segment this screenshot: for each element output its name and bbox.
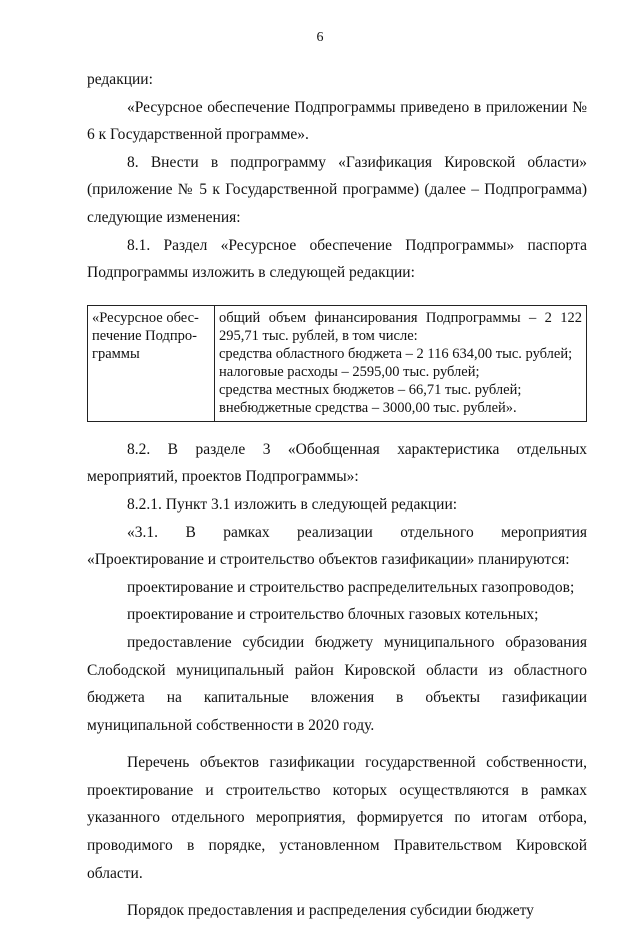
paragraph-item-8-1: 8.1. Раздел «Ресурсное обеспечение Подпрограммы» паспорта Подпрограммы изложить в следующей редакции: [87, 236, 587, 282]
paragraph-procedure: Порядок предоставления и распределения субсидии бюджету [127, 902, 534, 920]
paragraph-continuation: редакции: [87, 71, 153, 88]
table-line-total: общий объем финансирования Подпрограммы – 2 122 295,71 тыс. рублей, в том числе: [219, 309, 582, 344]
page-number: 6 [316, 30, 324, 45]
table-line-regional: средства областного бюджета – 2 116 634,00 тыс. рублей; [219, 345, 573, 362]
paragraph-resource-note: «Ресурсное обеспечение Подпрограммы приведено в приложении № 6 к Государственной программе». [87, 98, 587, 144]
table-line-local: средства местных бюджетов – 66,71 тыс. рублей; [219, 381, 522, 398]
paragraph-item-8: 8. Внести в подпрограмму «Газификация Кировской области» (приложение № 5 к Государственной программе) (далее – Подпрограмма) следующие изменения: [87, 153, 587, 226]
table-row [88, 305, 587, 421]
table-line-extrabudget: внебюджетные средства – 3000,00 тыс. рублей». [219, 399, 517, 416]
document-body [87, 66, 587, 925]
paragraph-list-boilers: проектирование и строительство блочных газовых котельных; [127, 606, 539, 624]
paragraph-item-8-2: 8.2. В разделе 3 «Обобщенная характеристика отдельных мероприятий, проектов Подпрограммы»: [87, 440, 587, 486]
table-line-tax: налоговые расходы – 2595,00 тыс. рублей; [219, 363, 480, 380]
paragraph-item-8-2-1: 8.2.1. Пункт 3.1 изложить в следующей редакции: [127, 495, 458, 513]
table-cell-label: «Ресурсное обес-печение Подпро-граммы [88, 305, 215, 421]
paragraph-list-pipelines: проектирование и строительство распределительных газопроводов; [127, 578, 575, 596]
table-cell-values [215, 305, 587, 421]
resource-table [87, 305, 587, 422]
paragraph-objects-list: Перечень объектов газификации государственной собственности, проектирование и строительство которых осуществляются в рамках указанного отдельного мероприятия, формируется по итогам отбора, проводимого в порядке, установленном Правительством Кировской области. [87, 754, 587, 882]
paragraph-list-subsidy: предоставление субсидии бюджету муниципального образования Слободской муниципальный район Кировской области из областного бюджета на капитальные вложения в объекты газификации муниципальной собственности в 2020 году. [87, 633, 587, 734]
paragraph-item-3-1: «3.1. В рамках реализации отдельного мероприятия «Проектирование и строительство объектов газификации» планируются: [87, 523, 587, 569]
